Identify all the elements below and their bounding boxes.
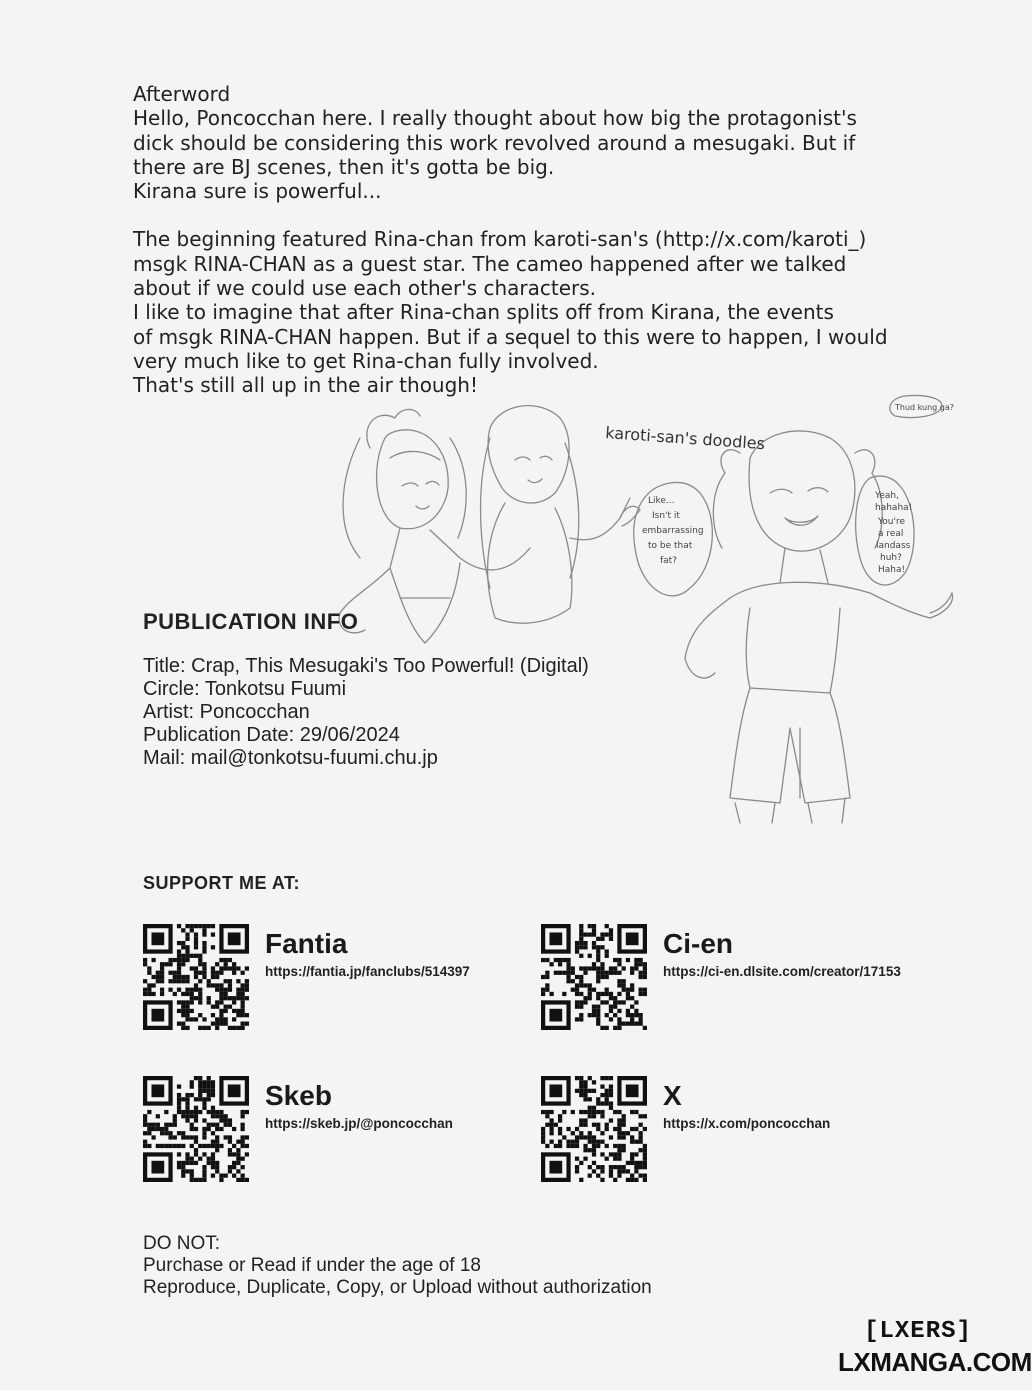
publication-date: Publication Date: 29/06/2024	[143, 724, 400, 746]
bubble-right-line: huh?	[880, 553, 902, 563]
support-url[interactable]: https://fantia.jp/fanclubs/514397	[265, 964, 470, 979]
support-name[interactable]: Fantia	[265, 928, 348, 959]
afterword-line: The beginning featured Rina-chan from karoti-san's (http://x.com/karoti_)	[133, 227, 867, 252]
support-name[interactable]: Skeb	[265, 1080, 332, 1111]
bubble-right-line: a real	[878, 529, 904, 539]
support-ci-en[interactable]	[541, 924, 961, 1034]
support-skeb[interactable]	[143, 1076, 563, 1186]
qr-code-icon	[541, 1076, 647, 1182]
watermark-bottom: LXMANGA.COM	[838, 1347, 1032, 1377]
support-name[interactable]: Ci-en	[663, 928, 733, 959]
support-x[interactable]	[541, 1076, 961, 1186]
publication-artist: Artist: Poncocchan	[143, 701, 310, 723]
watermark-top: [LXERS]	[864, 1318, 972, 1345]
bubble-right-line: landass	[876, 541, 911, 551]
bubble-left-line: fat?	[660, 556, 677, 566]
do-not-line: Purchase or Read if under the age of 18	[143, 1255, 482, 1276]
afterword-line: of msgk RINA-CHAN happen. But if a sequel to this were to happen, I would	[133, 324, 888, 349]
support-url[interactable]: https://skeb.jp/@poncocchan	[265, 1116, 453, 1131]
afterword-line: I like to imagine that after Rina-chan splits off from Kirana, the events	[133, 300, 834, 325]
afterword-line: dick should be considering this work revolved around a mesugaki. But if	[133, 130, 856, 155]
support-name[interactable]: X	[663, 1080, 682, 1111]
bubble-right-line: You're	[878, 517, 906, 527]
bubble-right-line: hahaha!	[875, 503, 913, 513]
qr-code-icon	[143, 1076, 249, 1182]
bubble-right-line: Yeah,	[875, 491, 899, 501]
bubble-right-line: Haha!	[878, 565, 906, 575]
afterword-line: That's still all up in the air though!	[133, 373, 478, 398]
do-not-section	[143, 1233, 652, 1299]
afterword-line: there are BJ scenes, then it's gotta be big.	[133, 154, 555, 179]
afterword-line: about if we could use each other's characters.	[133, 276, 597, 301]
afterword-line: Hello, Poncocchan here. I really thought about how big the protagonist's	[133, 106, 857, 131]
sketch-caption: karoti-san's doodles	[604, 423, 766, 454]
qr-code-icon	[541, 924, 647, 1030]
bubble-left-line: embarrassing	[642, 526, 704, 536]
afterword-line: very much like to get Rina-chan fully involved.	[133, 348, 599, 373]
afterword-section	[133, 82, 953, 398]
afterword-line: msgk RINA-CHAN as a guest star. The cameo happened after we talked	[133, 251, 847, 276]
do-not-heading: DO NOT:	[143, 1233, 221, 1254]
do-not-line: Reproduce, Duplicate, Copy, or Upload without authorization	[143, 1277, 652, 1298]
publication-heading: PUBLICATION INFO	[143, 609, 359, 634]
bubble-left-line: Like...	[648, 496, 675, 506]
publication-info	[143, 655, 589, 770]
afterword-heading: Afterword	[133, 82, 231, 106]
qr-code-icon	[143, 924, 249, 1030]
afterword-line: Kirana sure is powerful...	[133, 179, 382, 204]
publication-title: Title: Crap, This Mesugaki's Too Powerful! (Digital)	[143, 655, 589, 677]
publication-mail: Mail: mail@tonkotsu-fuumi.chu.jp	[143, 747, 438, 769]
support-fantia[interactable]	[143, 924, 563, 1034]
support-url[interactable]: https://x.com/poncocchan	[663, 1116, 831, 1131]
support-heading: SUPPORT ME AT:	[143, 873, 301, 893]
publication-circle: Circle: Tonkotsu Fuumi	[143, 678, 347, 700]
bubble-left-line: to be that	[648, 541, 693, 551]
bubble-top: Thud kung ga?	[895, 403, 955, 412]
bubble-left-line: Isn't it	[652, 511, 680, 521]
site-watermark	[838, 1318, 1032, 1386]
support-url[interactable]: https://ci-en.dlsite.com/creator/17153	[663, 964, 901, 979]
